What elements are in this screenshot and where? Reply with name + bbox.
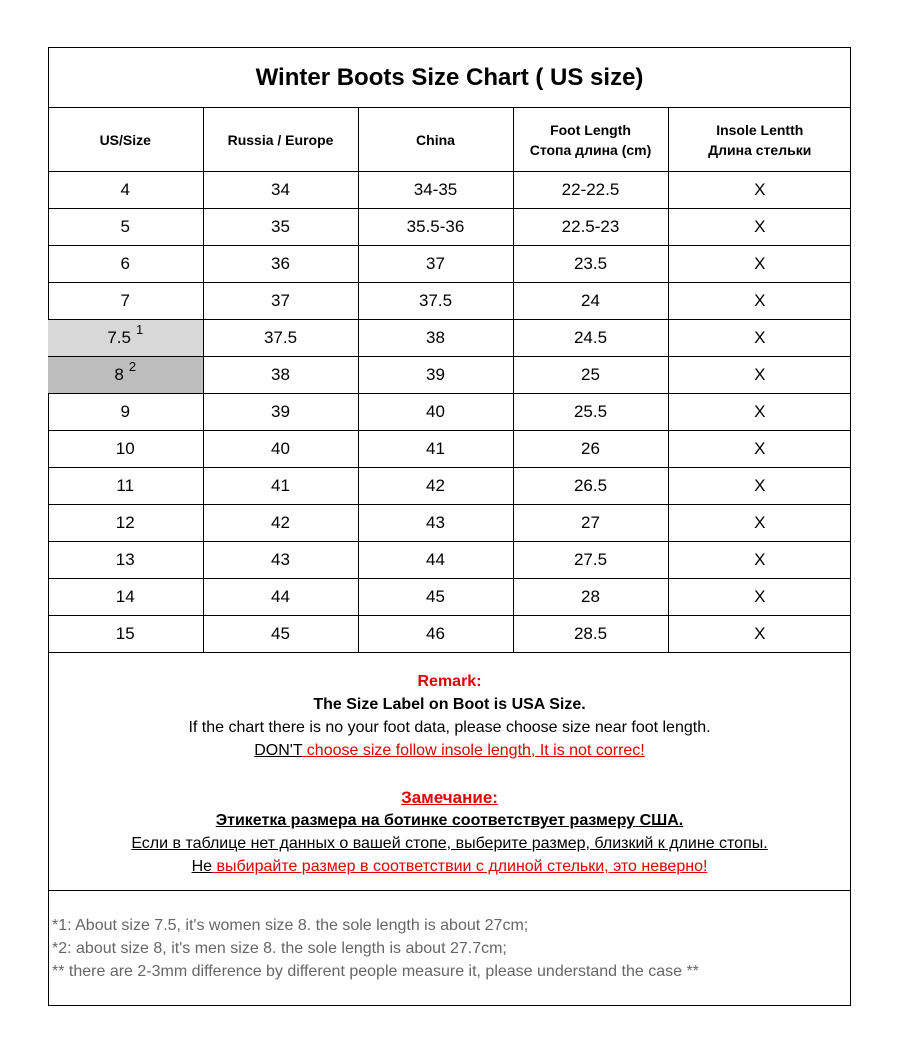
cell-china: 34-35 [358,172,513,209]
header-china: China [358,108,513,172]
cell-insole-length: X [668,320,851,357]
header-insole-length-ru: Длина стельки [708,141,812,158]
cell-russia-europe: 34 [203,172,358,209]
cell-foot-length: 25.5 [513,394,668,431]
cell-china: 44 [358,542,513,579]
cell-russia-europe: 42 [203,505,358,542]
cell-china: 40 [358,394,513,431]
cell-us-size [48,542,203,579]
cell-insole-length: X [668,209,851,246]
cell-insole-length: X [668,616,851,653]
cell-foot-length: 22.5-23 [513,209,668,246]
cell-russia-europe: 35 [203,209,358,246]
cell-us-size [48,209,203,246]
size-table [48,108,851,653]
header-foot-length-ru: Стопа длина (cm) [529,141,652,158]
cell-foot-length: 24 [513,283,668,320]
remark-ru-line-3 [49,855,850,878]
cell-foot-length: 26 [513,431,668,468]
size-row [48,320,851,357]
footnote-1: *1: About size 7.5, it's women size 8. the sole length is about 27cm; [52,917,529,934]
remark-line-3 [49,739,850,762]
cell-china: 38 [358,320,513,357]
size-row [48,505,851,542]
us-size-value: 11 [116,476,135,495]
us-size-value: 7 [120,291,130,310]
cell-insole-length: X [668,431,851,468]
cell-china: 42 [358,468,513,505]
size-row [48,616,851,653]
cell-russia-europe: 37.5 [203,320,358,357]
cell-insole-length: X [668,579,851,616]
remark-ru-ne: Не [191,858,213,875]
cell-insole-length: X [668,505,851,542]
cell-foot-length: 27 [513,505,668,542]
cell-russia-europe: 44 [203,579,358,616]
cell-us-size [48,616,203,653]
size-chart [48,47,851,1006]
header-russia-europe: Russia / Europe [203,108,358,172]
cell-china: 43 [358,505,513,542]
cell-us-size [48,172,203,209]
cell-foot-length: 22-22.5 [513,172,668,209]
footnote-3: ** there are 2-3mm difference by different people measure it, please understand the case ** [52,963,699,980]
remark-ru-rest: выбирайте размер в соответствии с длиной стельки, это неверно! [212,858,708,875]
remark-ru-title: Замечание: [401,788,498,807]
cell-russia-europe: 38 [203,357,358,394]
cell-china: 37.5 [358,283,513,320]
cell-foot-length: 27.5 [513,542,668,579]
cell-foot-length: 23.5 [513,246,668,283]
cell-china: 41 [358,431,513,468]
us-size-value: 10 [115,439,135,458]
header-us-size: US/Size [48,108,203,172]
size-row [48,431,851,468]
us-size-value: 6 [120,254,130,273]
us-size-value: 13 [115,550,135,569]
cell-china: 39 [358,357,513,394]
remark-line-1: The Size Label on Boot is USA Size. [313,696,586,713]
header-insole-length-en: Insole Lentth [716,121,804,138]
cell-foot-length: 28.5 [513,616,668,653]
header-foot-length [513,108,668,172]
size-row [48,172,851,209]
cell-china: 37 [358,246,513,283]
size-row [48,246,851,283]
footnotes [49,891,850,983]
chart-title: Winter Boots Size Chart ( US size) [49,48,850,108]
cell-russia-europe: 43 [203,542,358,579]
us-size-value: 14 [115,587,135,606]
cell-russia-europe: 41 [203,468,358,505]
size-row [48,357,851,394]
size-row [48,394,851,431]
us-size-value: 4 [120,180,130,199]
cell-russia-europe: 37 [203,283,358,320]
cell-foot-length: 28 [513,579,668,616]
header-insole-length [668,108,851,172]
us-size-value: 8 [114,365,124,384]
remarks-section [49,653,850,891]
us-size-value: 5 [120,217,130,236]
cell-us-size [48,505,203,542]
footnote-2: *2: about size 8, it's men size 8. the sole length is about 27.7cm; [52,940,507,957]
cell-foot-length: 24.5 [513,320,668,357]
cell-insole-length: X [668,283,851,320]
cell-russia-europe: 45 [203,616,358,653]
footnote-marker: 2 [128,359,137,374]
remark-title: Remark: [417,673,482,690]
cell-us-size [48,246,203,283]
remark-ru-line-2: Если в таблице нет данных о вашей стопе, выберите размер, близкий к длине стопы. [131,835,768,852]
cell-insole-length: X [668,246,851,283]
header-row [48,108,851,172]
cell-china: 45 [358,579,513,616]
cell-foot-length: 26.5 [513,468,668,505]
size-row [48,542,851,579]
cell-us-size [48,468,203,505]
cell-russia-europe: 39 [203,394,358,431]
cell-insole-length: X [668,172,851,209]
cell-insole-length: X [668,468,851,505]
remark-ru-line-1: Этикетка размера на ботинке соответствует размеру США. [215,812,684,829]
footnote-marker: 1 [135,322,144,337]
cell-foot-length: 25 [513,357,668,394]
cell-insole-length: X [668,542,851,579]
size-row [48,209,851,246]
cell-us-size [48,579,203,616]
size-row [48,579,851,616]
cell-us-size [48,357,203,394]
cell-us-size [48,283,203,320]
cell-russia-europe: 36 [203,246,358,283]
size-row [48,283,851,320]
us-size-value: 12 [115,513,135,532]
us-size-value: 7.5 [107,328,131,347]
cell-us-size [48,394,203,431]
cell-us-size [48,431,203,468]
remark-dont: DON'T [254,742,303,759]
remark-dont-rest: choose size follow insole length, It is not correc! [302,742,645,759]
cell-insole-length: X [668,394,851,431]
cell-us-size [48,320,203,357]
size-row [48,468,851,505]
cell-insole-length: X [668,357,851,394]
us-size-value: 9 [120,402,130,421]
cell-china: 46 [358,616,513,653]
cell-china: 35.5-36 [358,209,513,246]
remark-line-2: If the chart there is no your foot data, please choose size near foot length. [188,719,711,736]
cell-russia-europe: 40 [203,431,358,468]
header-foot-length-en: Foot Length [550,121,631,138]
us-size-value: 15 [115,624,135,643]
